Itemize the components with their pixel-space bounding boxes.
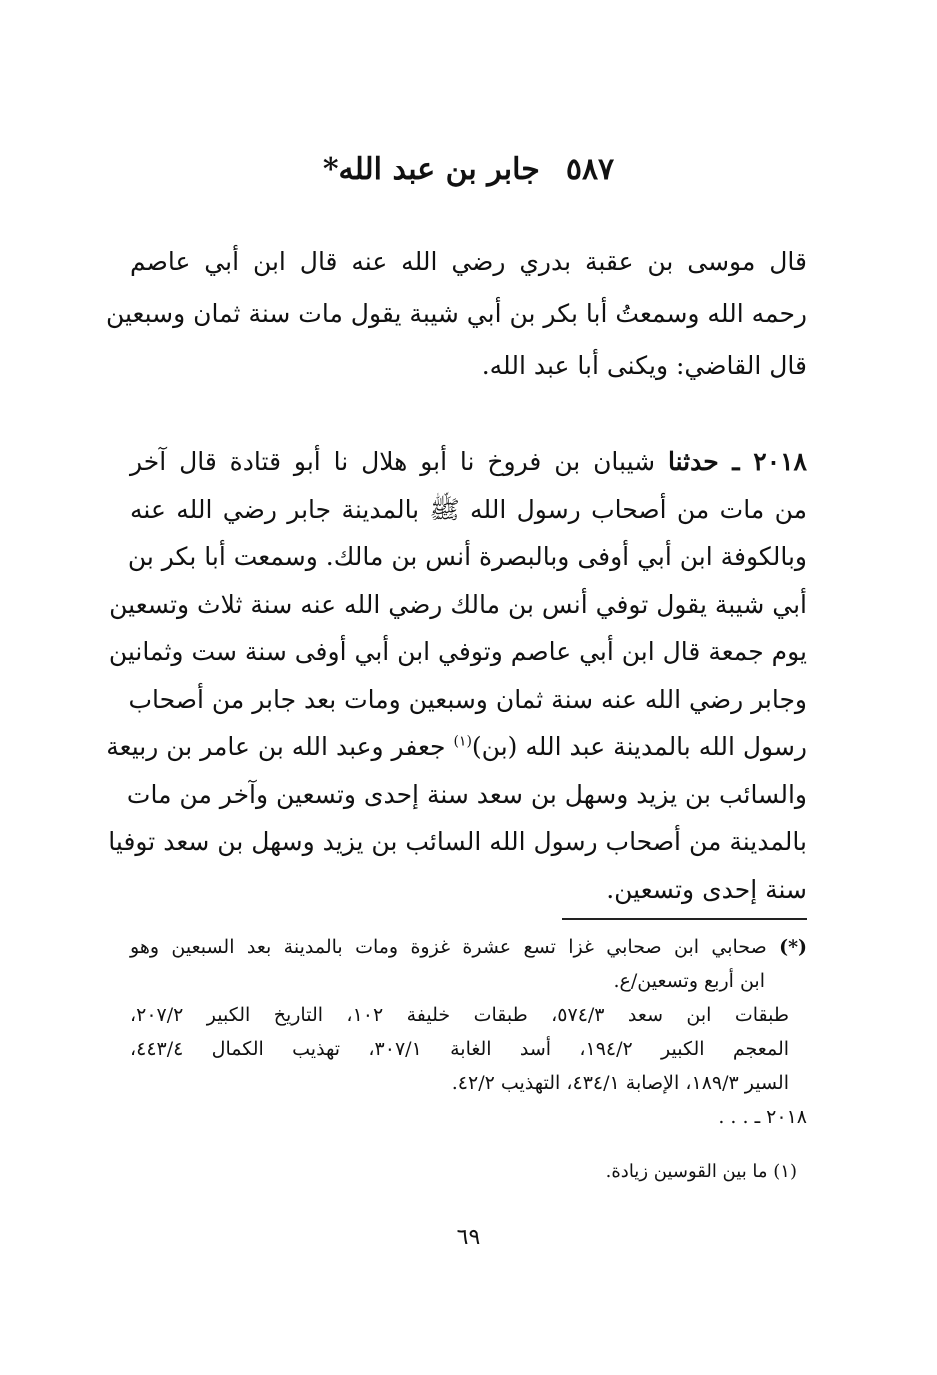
- hadith-line: بالمدينة من أصحاب رسول الله السائب بن يزيد وسهل بن سعد توفيا: [108, 827, 807, 856]
- hadith-line: سنة إحدى وتسعين.: [606, 874, 807, 904]
- footnote: (١) ما بين القوسين زيادة.: [605, 1161, 797, 1182]
- note-line: السير ١٨٩/٣، الإصابة ٤٣٤/١، التهذيب ٤٢/٢.: [451, 1072, 789, 1094]
- entry-heading: [0, 148, 937, 192]
- hadith-text: جعفر وعبد الله بن عامر بن ربيعة: [106, 732, 454, 761]
- note-line: ابن أربع وتسعين/ع.: [613, 970, 765, 992]
- entry-number: ٥٨٧: [565, 152, 615, 187]
- footnote-reference: (١): [453, 733, 472, 750]
- entry-name: جابر بن عبد الله*: [322, 152, 540, 187]
- biography-notes: [130, 930, 807, 1134]
- note-line: المعجم الكبير ١٩٤/٢، أسد الغابة ٣٠٧/١، تهذيب الكمال ٤٤٣/٤،: [130, 1038, 790, 1060]
- hadith-text: شيبان بن فروخ نا أبو هلال نا أبو قتادة قال آخر: [130, 447, 668, 476]
- hadith-line: [106, 723, 807, 771]
- hadith-line: من مات من أصحاب رسول الله ﷺ بالمدينة جابر رضي الله عنه: [130, 494, 807, 524]
- intro-line: رحمه الله وسمعتُ أبا بكر بن أبي شيبة يقول مات سنة ثمان وسبعين: [105, 299, 807, 328]
- note-line: [130, 930, 807, 964]
- hadith-text: رسول الله بالمدينة عبد الله (بن): [471, 732, 807, 761]
- note-mark: (*): [779, 936, 807, 958]
- hadith-line: والسائب بن يزيد وسهل بن سعد سنة إحدى وتسعين وآخر من مات: [126, 779, 807, 809]
- note-line: طبقات ابن سعد ٥٧٤/٣، طبقات خليفة ١٠٢، التاريخ الكبير ٢٠٧/٢،: [130, 1004, 789, 1026]
- hadith-line: يوم جمعة قال ابن أبي عاصم وتوفي ابن أبي أوفى سنة ست وثمانين: [108, 637, 807, 666]
- hadith-number: ٢٠١٨ ـ حدثنا: [667, 447, 807, 476]
- hadith-line: وجابر رضي الله عنه سنة ثمان وسبعين ومات بعد جابر من أصحاب: [128, 684, 807, 714]
- hadith-line: أبي شيبة يقول توفي أنس بن مالك رضي الله عنه سنة ثلاث وتسعين: [109, 589, 807, 619]
- note-text: صحابي ابن صحابي غزا تسع عشرة غزوة ومات بالمدينة بعد السبعين وهو: [130, 936, 780, 958]
- intro-paragraph: [105, 236, 807, 392]
- intro-line: قال القاضي: ويكنى أبا عبد الله.: [481, 351, 807, 380]
- page-number: ٦٩: [456, 1225, 481, 1250]
- note-line: ٢٠١٨ ـ . . .: [718, 1106, 807, 1128]
- hadith-line: وبالكوفة ابن أبي أوفى وبالبصرة أنس بن مالك. وسمعت أبا بكر بن: [127, 542, 807, 571]
- notes-divider: [562, 918, 807, 920]
- hadith-paragraph: [106, 438, 807, 913]
- hadith-line: [130, 438, 807, 486]
- intro-line: قال موسى بن عقبة بدري رضي الله عنه قال ابن أبي عاصم: [130, 247, 807, 276]
